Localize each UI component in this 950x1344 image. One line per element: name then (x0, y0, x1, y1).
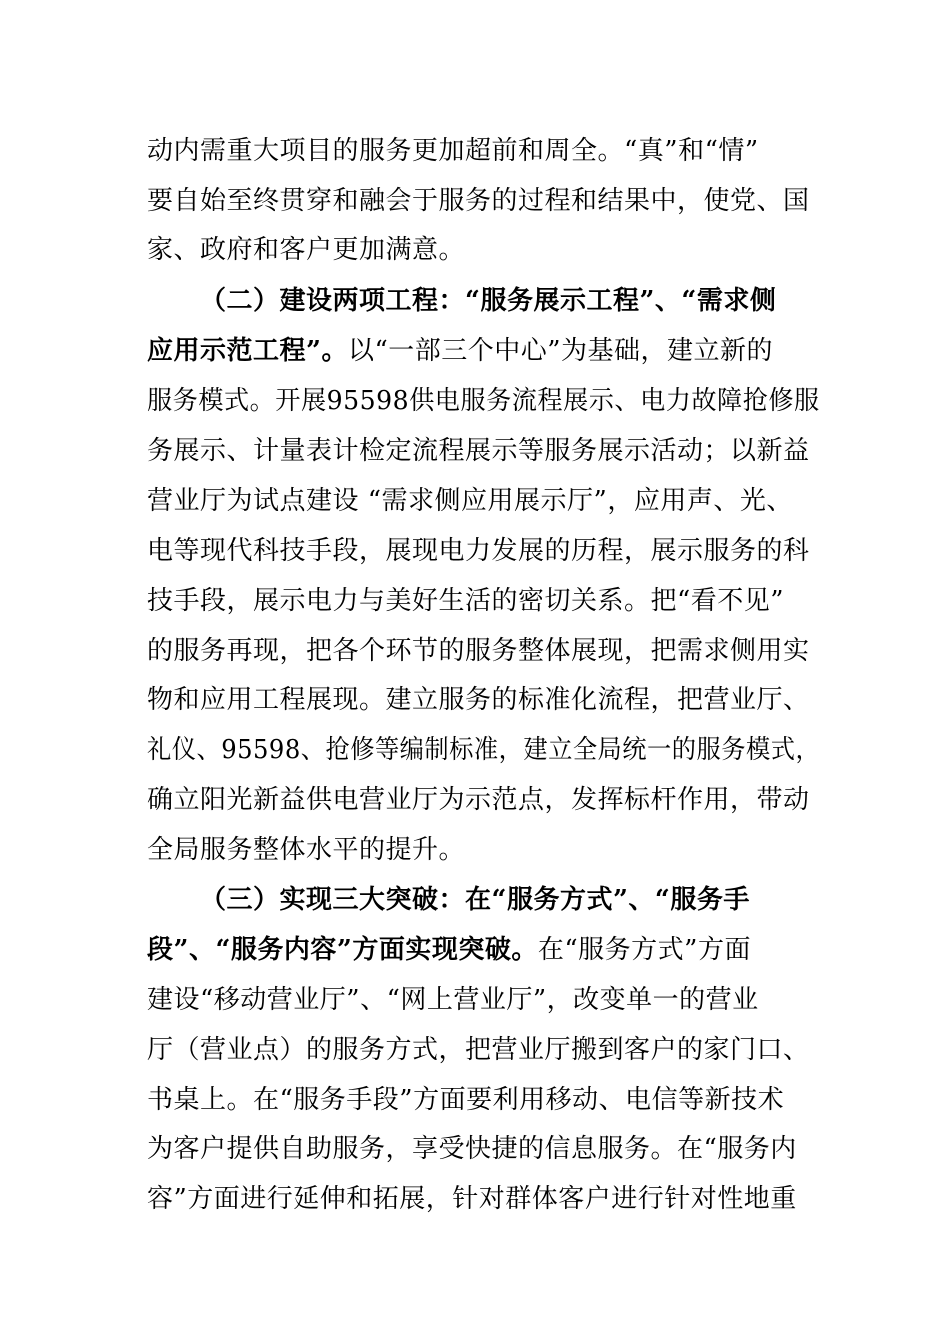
text-run: 以“一部三个中心”为基础，建立新的 (347, 336, 774, 366)
text-line: 建设“移动营业厅”、“网上营业厅”，改变单一的营业 (147, 985, 759, 1015)
text-run: 在“服务方式”方面 (537, 935, 751, 965)
text-line: 为客户提供自助服务，享受快捷的信息服务。在“服务内 (147, 1134, 797, 1164)
text-line (147, 930, 751, 970)
text-line: 厅（营业点）的服务方式，把营业厅搬到客户的家门口、 (147, 1035, 810, 1065)
text-line: 的服务再现，把各个环节的服务整体展现，把需求侧用实 (147, 636, 810, 666)
section-heading-text: 应用示范工程”。 (147, 336, 348, 366)
text-line: 技手段，展示电力与美好生活的密切关系。把“看不见” (147, 586, 785, 616)
section-heading (200, 281, 776, 321)
text-line: 容”方面进行延伸和拓展，针对群体客户进行针对性地重 (147, 1184, 797, 1214)
text-line: 要自始至终贯穿和融会于服务的过程和结果中，使党、国 (147, 186, 810, 216)
text-line: 动内需重大项目的服务更加超前和周全。“真”和“情” (147, 136, 759, 166)
text-line: 家、政府和客户更加满意。 (147, 235, 466, 265)
section-heading-text: （二）建设两项工程：“服务展示工程”、“需求侧 (200, 286, 777, 316)
section-heading (200, 880, 750, 920)
text-line: 服务模式。开展95598供电服务流程展示、电力故障抢修服 (147, 386, 820, 416)
text-line: 确立阳光新益供电营业厅为示范点，发挥标杆作用，带动 (147, 785, 810, 815)
text-line (147, 331, 773, 371)
section-heading-text: 段”、“服务内容”方面实现突破。 (147, 935, 538, 965)
text-line: 务展示、计量表计检定流程展示等服务展示活动；以新益 (147, 436, 810, 466)
text-line: 营业厅为试点建设 “需求侧应用展示厅”，应用声、光、 (147, 486, 793, 516)
section-heading-text: （三）实现三大突破：在“服务方式”、“服务手 (200, 885, 750, 915)
text-line: 物和应用工程展现。建立服务的标准化流程，把营业厅、 (147, 685, 810, 715)
text-line: 书桌上。在“服务手段”方面要利用移动、电信等新技术 (147, 1085, 785, 1115)
text-line: 礼仪、95598、抢修等编制标准，建立全局统一的服务模式， (147, 735, 821, 765)
text-line: 全局服务整体水平的提升。 (147, 835, 466, 865)
text-line: 电等现代科技手段，展现电力发展的历程，展示服务的科 (147, 536, 810, 566)
